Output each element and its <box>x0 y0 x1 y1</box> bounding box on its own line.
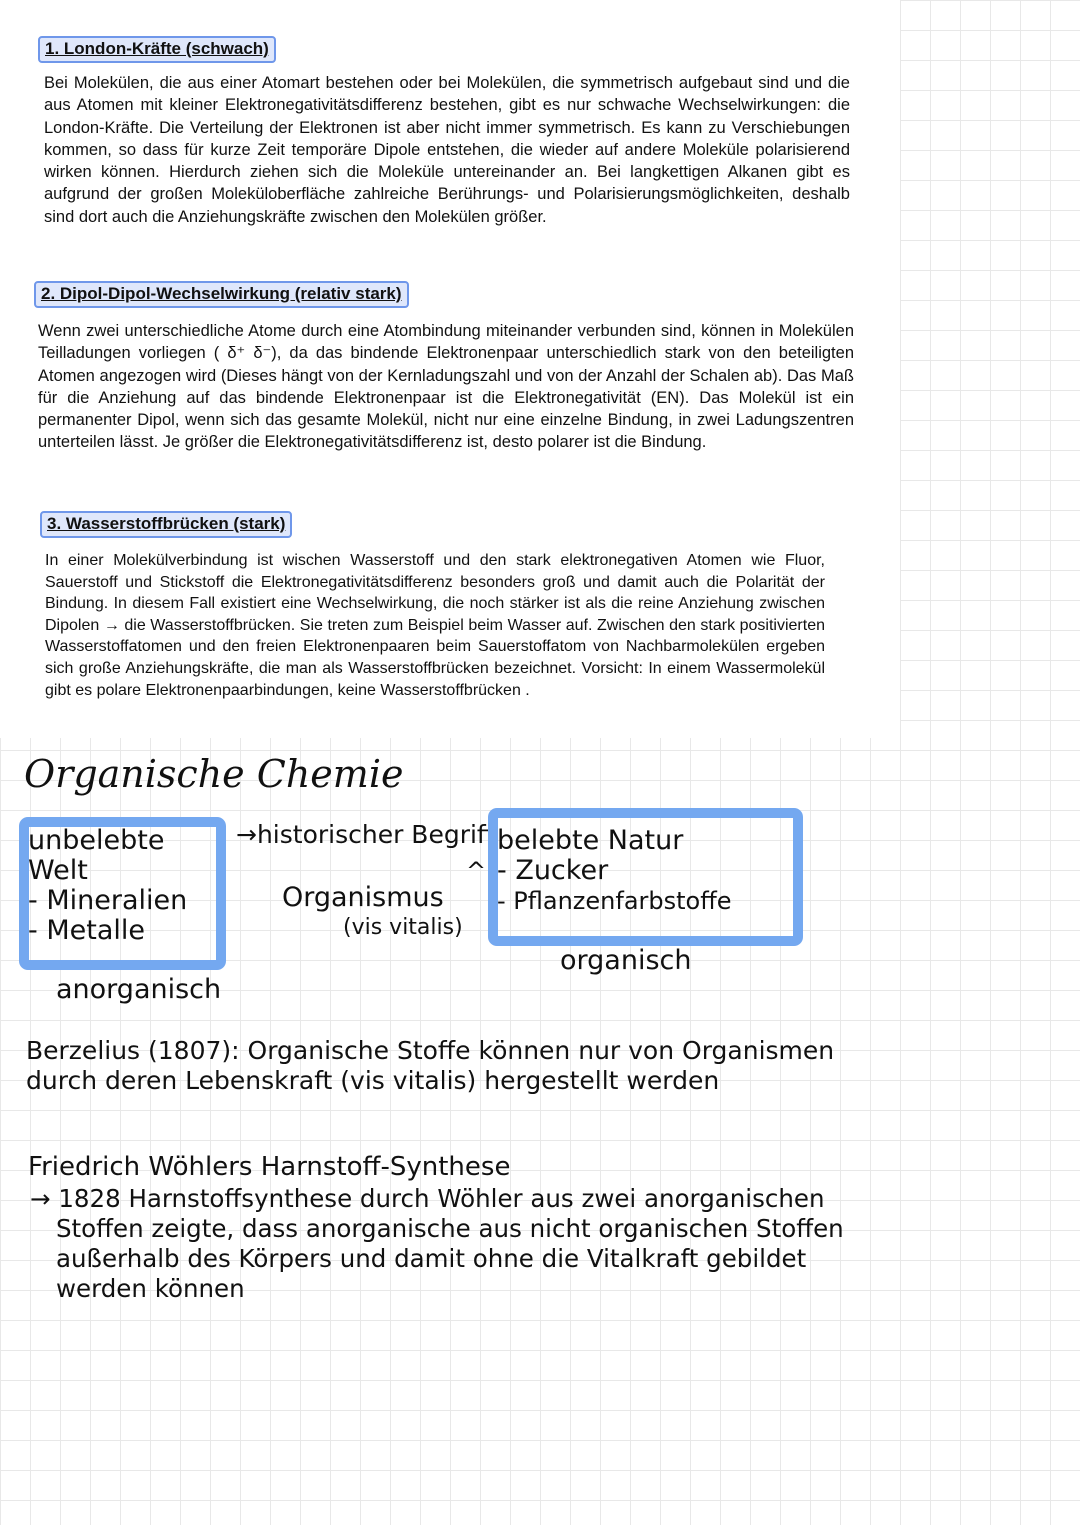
notes-title: Organische Chemie <box>24 752 404 796</box>
woehler-line: → 1828 Harnstoffsynthese durch Wöhler aus zwei anorganischen <box>30 1184 825 1213</box>
left-box-line: - Mineralien <box>28 885 188 916</box>
right-box-line: belebte Natur <box>497 825 684 856</box>
woehler-line: Stoffen zeigte, dass anorganische aus nicht organischen Stoffen <box>56 1214 844 1243</box>
paragraph-london: Bei Molekülen, die aus einer Atomart bestehen oder bei Molekülen, die symmetrisch aufgebaut sind und die aus Atomen mit kleiner Elektronegativitätsdifferenz bestehen, gibt es nur schwache Wechselwirkungen: die London-Kräfte. Die Verteilung der Elektronen ist aber nicht immer symmetrisch. Es kann zu Verschiebungen kommen, so dass für kurze Zeit temporäre Dipole entstehen, die wieder auf andere Moleküle polarisierend wirken können. Hierdurch ziehen sich die Moleküle untereinander an. Bei langkettigen Alkanen gibt es aufgrund der großen Moleküloberfläche zahlreiche Berührungs- und Polarisierungsmöglichkeiten, deshalb sind dort auch die Anziehungskräfte zwischen den Molekülen größer. <box>44 74 850 226</box>
printed-text-sheet <box>0 0 900 738</box>
heading-dipol: 2. Dipol-Dipol-Wechselwirkung (relativ stark) <box>34 281 409 308</box>
arrow-historischer-begriff: →historischer Begriff <box>236 820 495 849</box>
heading-london: 1. London-Kräfte (schwach) <box>38 36 276 63</box>
left-box-line: unbelebte <box>28 825 165 856</box>
left-box-line: - Metalle <box>28 915 145 946</box>
woehler-line: außerhalb des Körpers und damit ohne die Vitalkraft gebildet <box>56 1244 807 1273</box>
label-organisch: organisch <box>560 945 692 976</box>
label-anorganisch: anorganisch <box>56 974 222 1005</box>
woehler-title: Friedrich Wöhlers Harnstoff-Synthese <box>28 1152 511 1182</box>
woehler-line: werden können <box>56 1274 245 1303</box>
berzelius-line: Berzelius (1807): Organische Stoffe können nur von Organismen <box>26 1036 835 1065</box>
center-organismus: Organismus <box>282 882 444 913</box>
center-vis-vitalis: (vis vitalis) <box>343 915 463 940</box>
paragraph-dipol: Wenn zwei unterschiedliche Atome durch eine Atombindung miteinander verbunden sind, können in Molekülen Teilladungen vorliegen ( δ⁺ δ⁻), da das bindende Elektronenpaar unterschiedlich stark von den beteiligten Atomen angezogen wird (Dieses hängt von der Kernladungszahl und von der Anzahl der Schalen ab). Das Maß für die Anziehung auf das bindende Elektronenpaar ist die Elektronegativität (EN). Das Molekül ist ein permanenter Dipol, wenn sich das gesamte Molekül, nicht nur eine einzelne Bindung, in zwei Ladungszentren unterteilen lässt. Je größer die Elektronegativitätsdifferenz ist, desto polarer ist die Bindung. <box>38 322 854 452</box>
paragraph-wasserstoff: In einer Molekülverbindung ist wischen Wasserstoff und den stark elektronegativen Atomen wie Fluor, Sauerstoff und Stickstoff die Elektronegativitätsdifferenz besonders groß und damit auch die Polarität der Bindung. In diesem Fall existiert eine Wechselwirkung, die noch stärker ist als die reine Anziehung zwischen Dipolen → die Wasserstoffbrücken. Sie treten zum Beispiel beim Wasser auf. Zwischen den stark positivierten Wasserstoffatomen und den freien Elektronenpaaren beim Sauerstoffatom von Nachbarmolekülen ergeben sich große Anziehungskräfte, die man als Wasserstoffbrücken bezeichnet. Vorsicht: In einem Wassermolekül gibt es polare Elektronenpaarbindungen, keine Wasserstoffbrücken . <box>45 552 825 699</box>
berzelius-note <box>26 1036 834 1096</box>
caret-mark: ^ <box>466 857 487 885</box>
right-box-line: - Pflanzenfarbstoffe <box>497 887 732 915</box>
heading-wasserstoff: 3. Wasserstoffbrücken (stark) <box>40 511 292 538</box>
left-box-line: Welt <box>28 855 88 886</box>
right-box-list <box>497 826 732 916</box>
berzelius-line: durch deren Lebenskraft (vis vitalis) hergestellt werden <box>26 1066 720 1095</box>
woehler-note <box>30 1184 844 1304</box>
right-box-line: - Zucker <box>497 855 609 886</box>
left-box-list <box>28 826 187 946</box>
